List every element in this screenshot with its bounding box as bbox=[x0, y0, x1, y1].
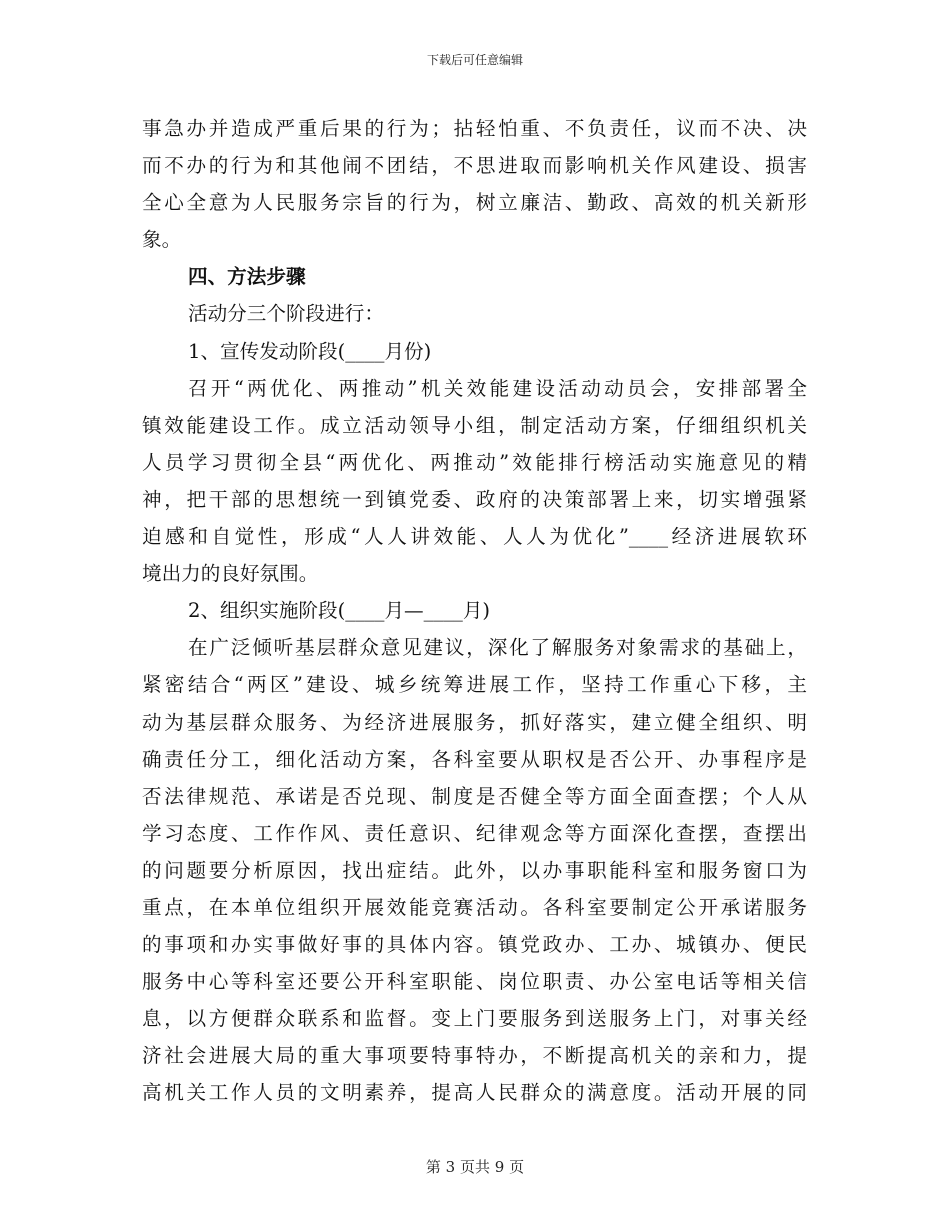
paragraph-line: 镇效能建设工作。成立活动领导小组，制定活动方案，仔细组织机关 bbox=[142, 413, 807, 437]
paragraph-line: 紧密结合“两区”建设、城乡统筹进展工作，坚持工作重心下移，主 bbox=[142, 673, 807, 697]
paragraph-line: 象。 bbox=[142, 228, 182, 252]
paragraph-line: 事急办并造成严重后果的行为；拈轻怕重、不负责任，议而不决、决 bbox=[142, 117, 807, 140]
paragraph-line: 迫感和自觉性，形成“人人讲效能、人人为优化”____经济进展软环 bbox=[142, 525, 807, 549]
paragraph-line: 高机关工作人员的文明素养，提高人民群众的满意度。活动开展的同 bbox=[142, 1081, 807, 1105]
section-heading: 四、方法步骤 bbox=[188, 265, 306, 289]
page-number: 第 3 页共 9 页 bbox=[425, 1158, 525, 1176]
paragraph-line: 神，把干部的思想统一到镇党委、政府的决策部署上来，切实增强紧 bbox=[142, 487, 807, 511]
paragraph-line: 学习态度、工作作风、责任意识、纪律观念等方面深化查摆，查摆出 bbox=[142, 821, 807, 845]
paragraph-line: 济社会进展大局的重大事项要特事特办，不断提高机关的亲和力，提 bbox=[142, 1044, 807, 1068]
paragraph-line: 否法律规范、承诺是否兑现、制度是否健全等方面全面查摆；个人从 bbox=[142, 784, 807, 808]
paragraph-line: 息，以方便群众联系和监督。变上门要服务到送服务上门，对事关经 bbox=[142, 1007, 807, 1031]
paragraph-line: 的问题要分析原因，找出症结。此外，以办事职能科室和服务窗口为 bbox=[142, 858, 807, 882]
document-body bbox=[142, 110, 807, 1112]
paragraph-line: 召开“两优化、两推动”机关效能建设活动动员会，安排部署全 bbox=[188, 376, 807, 400]
paragraph-line: 的事项和办实事做好事的具体内容。镇党政办、工办、城镇办、便民 bbox=[142, 933, 807, 957]
stage-heading: 1、宣传发动阶段(____月份) bbox=[188, 339, 432, 363]
paragraph-line: 确责任分工，细化活动方案，各科室要从职权是否公开、办事程序是 bbox=[142, 747, 807, 771]
paragraph-line: 境出力的良好氛围。 bbox=[142, 562, 319, 586]
paragraph-line: 活动分三个阶段进行： bbox=[188, 302, 384, 326]
paragraph-line: 动为基层群众服务、为经济进展服务，抓好落实，建立健全组织、明 bbox=[142, 710, 807, 734]
page-header: 下载后可任意编辑 bbox=[426, 53, 523, 67]
paragraph-line: 服务中心等科室还要公开科室职能、岗位职责、办公室电话等相关信 bbox=[142, 970, 807, 994]
paragraph-line: 全心全意为人民服务宗旨的行为，树立廉洁、勤政、高效的机关新形 bbox=[142, 191, 807, 215]
stage-heading: 2、组织实施阶段(____月—____月) bbox=[188, 599, 491, 623]
paragraph-line: 人员学习贯彻全县“两优化、两推动”效能排行榜活动实施意见的精 bbox=[142, 450, 807, 474]
paragraph-line: 重点，在本单位组织开展效能竞赛活动。各科室要制定公开承诺服务 bbox=[142, 895, 807, 919]
paragraph-line: 在广泛倾听基层群众意见建议，深化了解服务对象需求的基础上， bbox=[188, 636, 807, 660]
paragraph-line: 而不办的行为和其他闹不团结，不思进取而影响机关作风建设、损害 bbox=[142, 154, 807, 178]
